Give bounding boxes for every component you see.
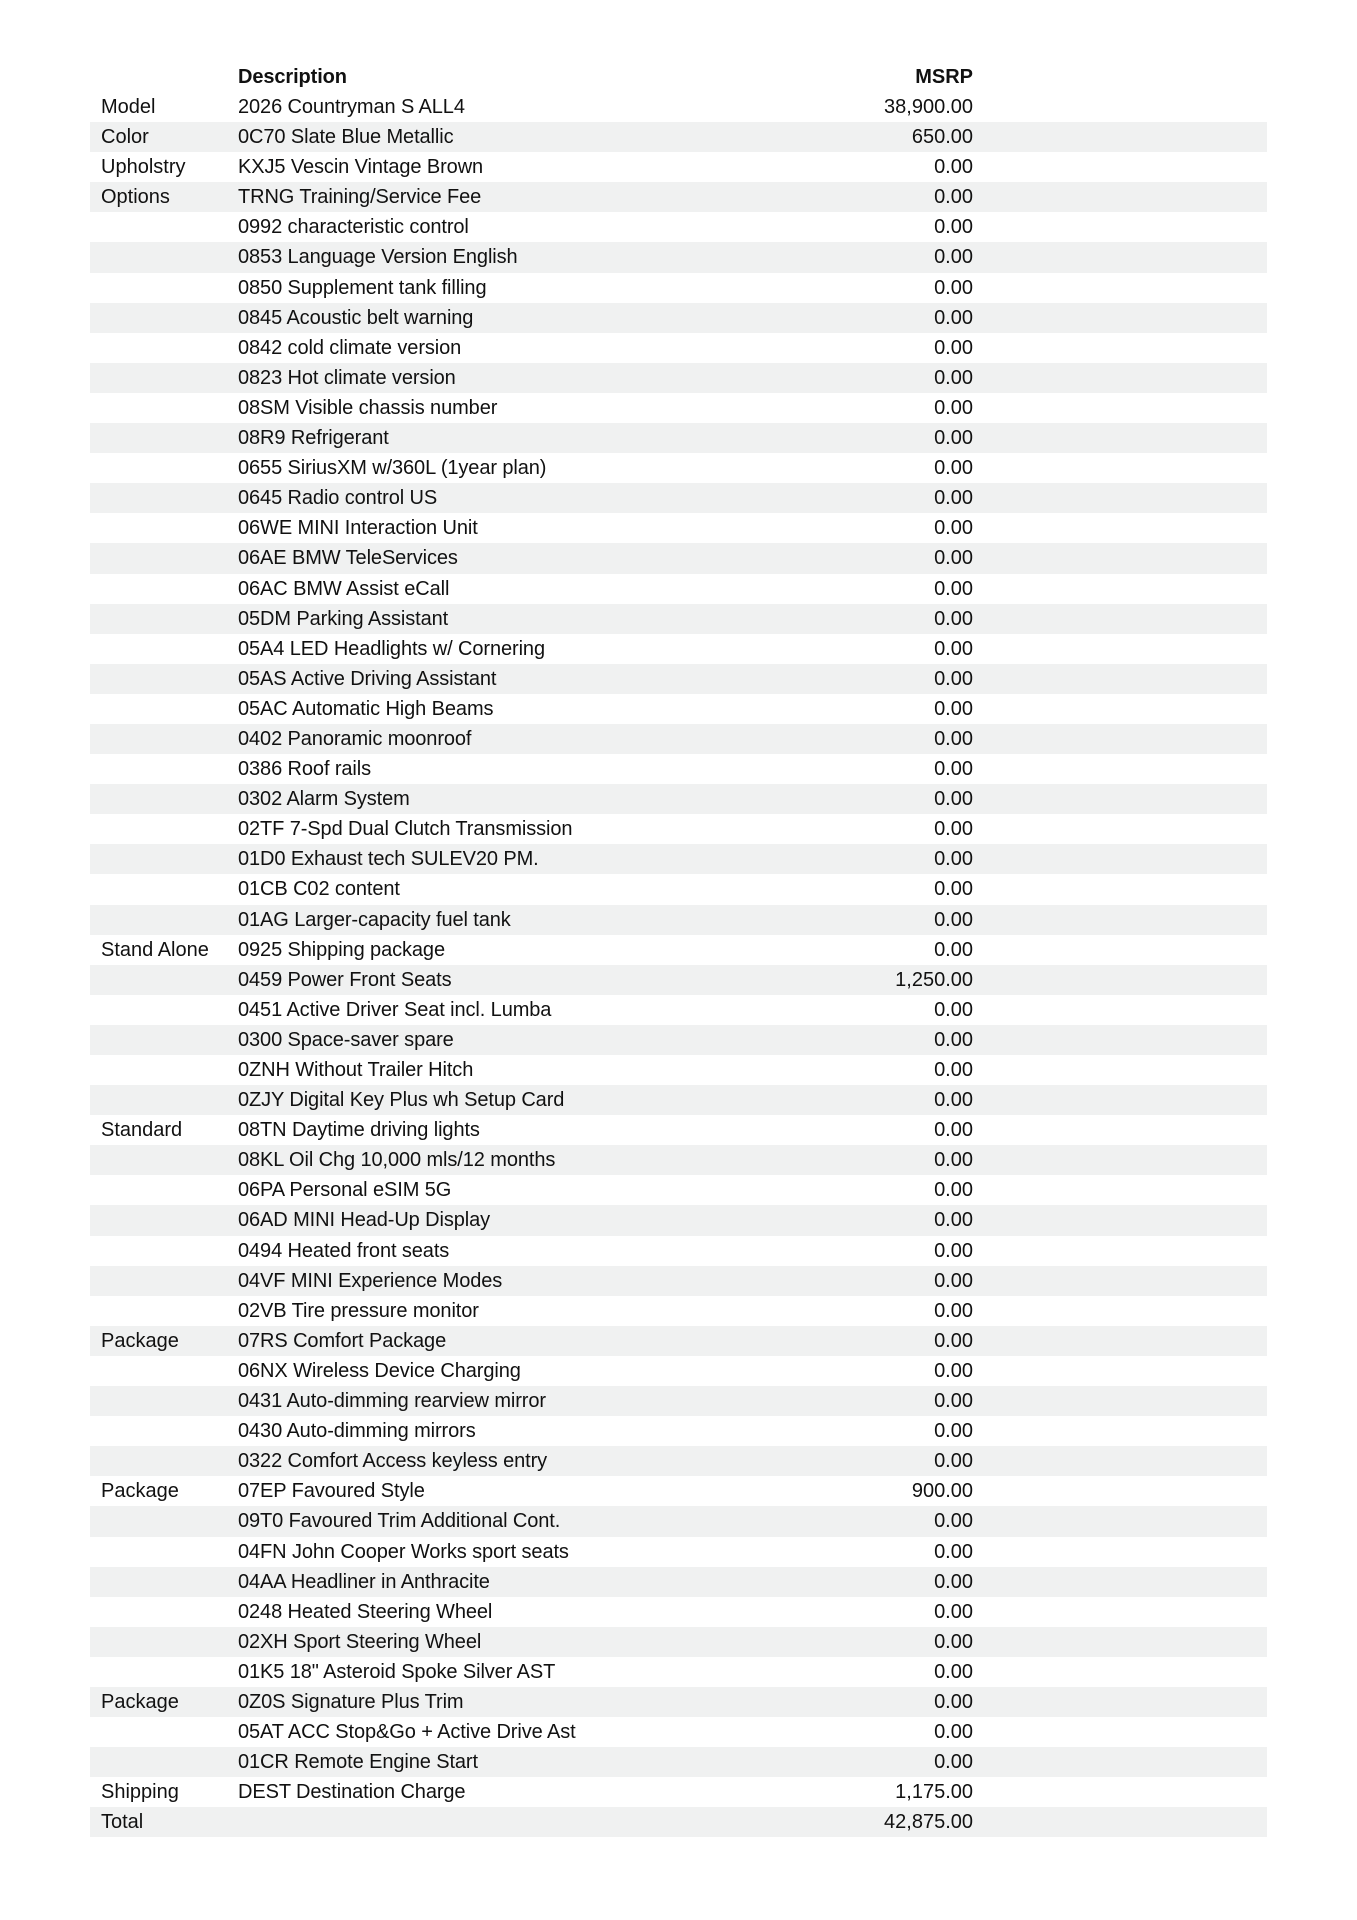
row-description: 08SM Visible chassis number <box>238 396 498 419</box>
row-msrp: 0.00 <box>934 1690 973 1713</box>
row-msrp: 0.00 <box>934 1119 973 1142</box>
table-header <box>90 62 1267 92</box>
table-row <box>90 574 1267 604</box>
table-row <box>90 844 1267 874</box>
row-description: 09T0 Favoured Trim Additional Cont. <box>238 1510 561 1533</box>
row-description: 0386 Roof rails <box>238 758 372 781</box>
table-row <box>90 152 1267 182</box>
row-msrp: 0.00 <box>934 577 973 600</box>
row-description: 0925 Shipping package <box>238 938 445 961</box>
table-row <box>90 1055 1267 1085</box>
table-row <box>90 724 1267 754</box>
row-msrp: 0.00 <box>934 1450 973 1473</box>
row-msrp: 0.00 <box>934 427 973 450</box>
row-description: 0402 Panoramic moonroof <box>238 727 472 750</box>
row-description: 07RS Comfort Package <box>238 1329 447 1352</box>
table-row <box>90 1386 1267 1416</box>
row-msrp: 0.00 <box>934 246 973 269</box>
row-description: 05AS Active Driving Assistant <box>238 667 497 690</box>
table-row <box>90 604 1267 634</box>
table-row <box>90 122 1267 152</box>
row-msrp: 0.00 <box>934 1359 973 1382</box>
row-msrp: 0.00 <box>934 607 973 630</box>
row-description: 0645 Radio control US <box>238 487 438 510</box>
row-description: 0459 Power Front Seats <box>238 968 452 991</box>
row-msrp: 0.00 <box>934 1660 973 1683</box>
row-msrp: 0.00 <box>934 1299 973 1322</box>
row-description: TRNG Training/Service Fee <box>238 186 482 209</box>
row-msrp: 0.00 <box>934 1239 973 1262</box>
row-msrp: 0.00 <box>934 1570 973 1593</box>
row-description: 0850 Supplement tank filling <box>238 276 487 299</box>
row-description: 04VF MINI Experience Modes <box>238 1269 503 1292</box>
table-row <box>90 1025 1267 1055</box>
table-row <box>90 694 1267 724</box>
table-row <box>90 1416 1267 1446</box>
row-description: 0494 Heated front seats <box>238 1239 450 1262</box>
table-row <box>90 754 1267 784</box>
table-row <box>90 212 1267 242</box>
table-row <box>90 1537 1267 1567</box>
row-description: KXJ5 Vescin Vintage Brown <box>238 156 484 179</box>
row-description: 0C70 Slate Blue Metallic <box>238 126 454 149</box>
row-description: 06WE MINI Interaction Unit <box>238 517 478 540</box>
table-row <box>90 303 1267 333</box>
row-description: 02XH Sport Steering Wheel <box>238 1630 482 1653</box>
row-msrp: 0.00 <box>934 336 973 359</box>
row-description: 08KL Oil Chg 10,000 mls/12 months <box>238 1149 556 1172</box>
row-msrp: 0.00 <box>934 998 973 1021</box>
row-msrp: 0.00 <box>934 1751 973 1774</box>
table-row <box>90 784 1267 814</box>
table-row <box>90 1777 1267 1807</box>
row-description: 05A4 LED Headlights w/ Cornering <box>238 637 545 660</box>
row-description: 0842 cold climate version <box>238 336 462 359</box>
row-description: 0823 Hot climate version <box>238 366 456 389</box>
row-msrp: 38,900.00 <box>884 96 973 118</box>
table-row <box>90 333 1267 363</box>
table-row <box>90 1476 1267 1506</box>
row-msrp: 0.00 <box>934 788 973 811</box>
table-row <box>90 1356 1267 1386</box>
row-description: 05AC Automatic High Beams <box>238 697 494 720</box>
row-description: 01AG Larger-capacity fuel tank <box>238 908 511 931</box>
row-msrp: 0.00 <box>934 1179 973 1202</box>
row-msrp: 0.00 <box>934 727 973 750</box>
row-msrp: 0.00 <box>934 878 973 901</box>
row-description: 0451 Active Driver Seat incl. Lumba <box>238 998 552 1021</box>
row-description: 0992 characteristic control <box>238 216 469 239</box>
row-msrp: 0.00 <box>934 938 973 961</box>
table-row <box>90 543 1267 573</box>
row-msrp: 0.00 <box>934 1420 973 1443</box>
row-description: 01K5 18" Asteroid Spoke Silver AST <box>238 1660 556 1683</box>
row-msrp: 0.00 <box>934 1209 973 1232</box>
row-msrp: 0.00 <box>934 1269 973 1292</box>
row-category: Upholstry <box>101 156 186 179</box>
row-description: 2026 Countryman S ALL4 <box>238 96 465 118</box>
table-row <box>90 453 1267 483</box>
row-msrp: 650.00 <box>911 126 973 149</box>
row-category: Options <box>101 186 170 209</box>
row-msrp: 0.00 <box>934 1540 973 1563</box>
row-msrp: 0.00 <box>934 306 973 329</box>
row-msrp: 42,875.00 <box>884 1811 973 1834</box>
row-msrp: 1,175.00 <box>895 1781 973 1804</box>
table-row <box>90 664 1267 694</box>
row-description: 06AC BMW Assist eCall <box>238 577 450 600</box>
table-row <box>90 1446 1267 1476</box>
row-description: 0248 Heated Steering Wheel <box>238 1600 493 1623</box>
table-row <box>90 1085 1267 1115</box>
table-row <box>90 273 1267 303</box>
table-row <box>90 182 1267 212</box>
table-row <box>90 1115 1267 1145</box>
table-row <box>90 814 1267 844</box>
row-msrp: 0.00 <box>934 1510 973 1533</box>
row-msrp: 0.00 <box>934 366 973 389</box>
row-msrp: 0.00 <box>934 1721 973 1744</box>
row-description: 0430 Auto-dimming mirrors <box>238 1420 476 1443</box>
table-row <box>90 965 1267 995</box>
row-description: 0655 SiriusXM w/360L (1year plan) <box>238 457 547 480</box>
row-description: 08R9 Refrigerant <box>238 427 389 450</box>
table-row <box>90 1687 1267 1717</box>
row-description: 02TF 7-Spd Dual Clutch Transmission <box>238 818 573 841</box>
row-description: 01CR Remote Engine Start <box>238 1751 478 1774</box>
row-category: Package <box>101 1480 179 1503</box>
table-row <box>90 423 1267 453</box>
row-category: Shipping <box>101 1781 179 1804</box>
row-description: 0302 Alarm System <box>238 788 410 811</box>
row-description: 02VB Tire pressure monitor <box>238 1299 479 1322</box>
table-row <box>90 242 1267 272</box>
row-msrp: 0.00 <box>934 156 973 179</box>
row-msrp: 0.00 <box>934 1390 973 1413</box>
row-category: Package <box>101 1329 179 1352</box>
row-description: 0322 Comfort Access keyless entry <box>238 1450 548 1473</box>
header-msrp: MSRP <box>915 66 973 88</box>
row-description: 06AE BMW TeleServices <box>238 547 458 570</box>
total-row <box>90 1807 1267 1837</box>
row-msrp: 0.00 <box>934 186 973 209</box>
row-msrp: 0.00 <box>934 1600 973 1623</box>
row-category: Model <box>101 96 156 118</box>
row-msrp: 0.00 <box>934 1149 973 1172</box>
row-description: 0300 Space-saver spare <box>238 1028 454 1051</box>
row-msrp: 1,250.00 <box>895 968 973 991</box>
table-body <box>90 92 1267 1837</box>
row-msrp: 0.00 <box>934 758 973 781</box>
table-row <box>90 995 1267 1025</box>
row-category: Package <box>101 1690 179 1713</box>
table-row <box>90 1145 1267 1175</box>
row-msrp: 0.00 <box>934 487 973 510</box>
table-row <box>90 1627 1267 1657</box>
table-row <box>90 1266 1267 1296</box>
table-row <box>90 1175 1267 1205</box>
row-msrp: 900.00 <box>911 1480 973 1503</box>
row-description: 0ZNH Without Trailer Hitch <box>238 1059 474 1081</box>
row-description: 0845 Acoustic belt warning <box>238 306 474 329</box>
row-msrp: 0.00 <box>934 216 973 239</box>
row-msrp: 0.00 <box>934 1329 973 1352</box>
row-msrp: 0.00 <box>934 396 973 419</box>
row-msrp: 0.00 <box>934 637 973 660</box>
row-category: Total <box>101 1811 144 1834</box>
row-description: 0Z0S Signature Plus Trim <box>238 1690 464 1713</box>
row-msrp: 0.00 <box>934 517 973 540</box>
table-row <box>90 935 1267 965</box>
row-msrp: 0.00 <box>934 848 973 871</box>
table-row <box>90 905 1267 935</box>
row-description: 01D0 Exhaust tech SULEV20 PM. <box>238 848 539 871</box>
row-description: 0431 Auto-dimming rearview mirror <box>238 1390 546 1413</box>
table-row <box>90 1205 1267 1235</box>
row-msrp: 0.00 <box>934 1059 973 1081</box>
row-msrp: 0.00 <box>934 818 973 841</box>
row-msrp: 0.00 <box>934 1028 973 1051</box>
table-row <box>90 634 1267 664</box>
row-category: Standard <box>101 1119 183 1142</box>
row-description: 08TN Daytime driving lights <box>238 1119 480 1142</box>
table-row <box>90 92 1267 122</box>
table-row <box>90 1326 1267 1356</box>
table-row <box>90 513 1267 543</box>
msrp-price-sheet <box>90 62 1267 1837</box>
row-msrp: 0.00 <box>934 547 973 570</box>
table-row <box>90 1747 1267 1777</box>
row-msrp: 0.00 <box>934 1630 973 1653</box>
row-description: 05DM Parking Assistant <box>238 607 449 630</box>
row-msrp: 0.00 <box>934 276 973 299</box>
table-row <box>90 1567 1267 1597</box>
row-description: 04FN John Cooper Works sport seats <box>238 1540 569 1563</box>
table-row <box>90 1657 1267 1687</box>
row-msrp: 0.00 <box>934 667 973 690</box>
row-description: 0ZJY Digital Key Plus wh Setup Card <box>238 1089 565 1112</box>
header-description: Description <box>238 66 347 88</box>
row-description: 06AD MINI Head-Up Display <box>238 1209 491 1232</box>
row-description: 06PA Personal eSIM 5G <box>238 1179 452 1202</box>
row-msrp: 0.00 <box>934 457 973 480</box>
row-description: 06NX Wireless Device Charging <box>238 1359 521 1382</box>
table-row <box>90 363 1267 393</box>
table-row <box>90 393 1267 423</box>
row-category: Stand Alone <box>101 938 209 961</box>
row-category: Color <box>101 126 149 149</box>
table-row <box>90 1506 1267 1536</box>
row-msrp: 0.00 <box>934 1089 973 1112</box>
row-description: DEST Destination Charge <box>238 1781 466 1804</box>
table-row <box>90 483 1267 513</box>
row-description: 05AT ACC Stop&Go + Active Drive Ast <box>238 1721 576 1744</box>
row-description: 07EP Favoured Style <box>238 1480 425 1503</box>
row-description: 04AA Headliner in Anthracite <box>238 1570 490 1593</box>
row-description: 01CB C02 content <box>238 878 400 901</box>
row-msrp: 0.00 <box>934 908 973 931</box>
table-row <box>90 874 1267 904</box>
table-row <box>90 1717 1267 1747</box>
table-row <box>90 1597 1267 1627</box>
table-row <box>90 1296 1267 1326</box>
row-msrp: 0.00 <box>934 697 973 720</box>
row-description: 0853 Language Version English <box>238 246 518 269</box>
table-row <box>90 1236 1267 1266</box>
